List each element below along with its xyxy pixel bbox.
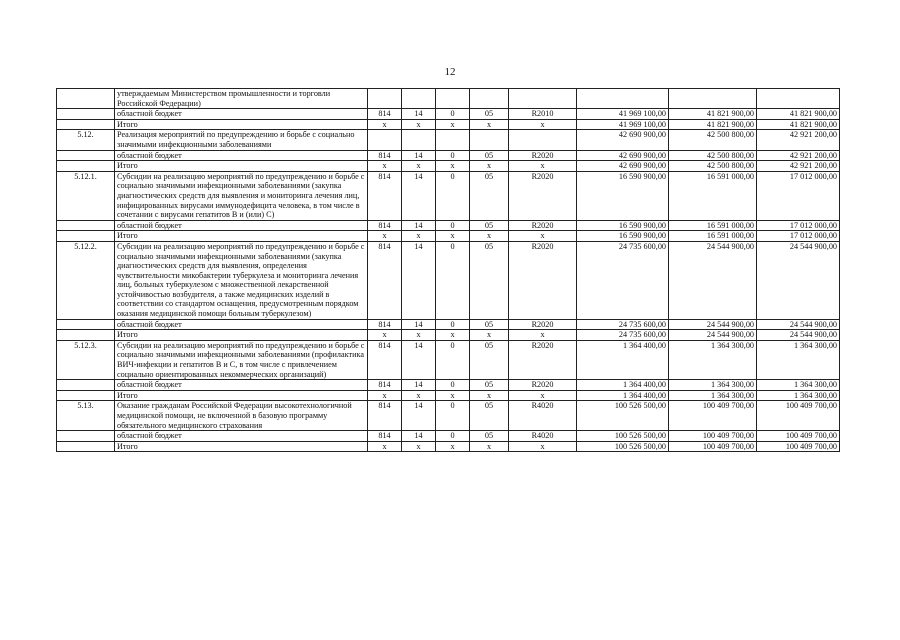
- cell-col-3: 814: [368, 319, 402, 330]
- table-row: [57, 130, 840, 150]
- cell-col-6: х: [470, 119, 509, 130]
- cell-col-6: 05: [470, 319, 509, 330]
- cell-col-9: 1 364 300,00: [669, 340, 757, 379]
- table-row: [57, 340, 840, 379]
- cell-col-6: х: [470, 231, 509, 242]
- cell-col-10: 41 821 900,00: [757, 119, 840, 130]
- cell-col-4: 14: [402, 109, 436, 120]
- cell-col-7: х: [509, 231, 577, 242]
- cell-col-7: R2010: [509, 109, 577, 120]
- cell-col-9: 16 591 000,00: [669, 171, 757, 220]
- cell-col-4: х: [402, 390, 436, 401]
- cell-col-3: х: [368, 119, 402, 130]
- cell-col-4: х: [402, 119, 436, 130]
- cell-col-3: 814: [368, 431, 402, 442]
- page-number: 12: [444, 66, 456, 78]
- cell-col-4: [402, 130, 436, 150]
- cell-col-6: 05: [470, 220, 509, 231]
- cell-col-6: 05: [470, 171, 509, 220]
- cell-col-9: 24 544 900,00: [669, 241, 757, 319]
- cell-col-10: 1 364 300,00: [757, 390, 840, 401]
- cell-col-4: 14: [402, 241, 436, 319]
- cell-col-3: [368, 130, 402, 150]
- row-description: областной бюджет: [115, 220, 368, 231]
- cell-col-3: [368, 89, 402, 109]
- row-description: областной бюджет: [115, 109, 368, 120]
- row-number: 5.12.1.: [57, 171, 115, 220]
- cell-col-7: R2020: [509, 340, 577, 379]
- row-description: Субсидии на реализацию мероприятий по предупреждению и борьбе с социально значимыми инфекционными заболеваниями (закупка диагностических средств для выявления, определения чувствительности микобактерии туберкулеза и мониторинга лечения лиц, больных туберкулезом с множественной лекарственной устойчивостью возбудителя, а также медицинских изделий в соответствии со стандартом оснащения, предусмотренным порядком оказания медицинской помощи больным туберкулезом): [115, 241, 368, 319]
- cell-col-8: 42 690 900,00: [577, 161, 669, 172]
- cell-col-5: 0: [436, 380, 470, 391]
- cell-col-6: 05: [470, 431, 509, 442]
- cell-col-9: 24 544 900,00: [669, 319, 757, 330]
- cell-col-4: [402, 89, 436, 109]
- cell-col-10: 24 544 900,00: [757, 330, 840, 341]
- cell-col-3: х: [368, 161, 402, 172]
- cell-col-10: 1 364 300,00: [757, 340, 840, 379]
- cell-col-8: 24 735 600,00: [577, 241, 669, 319]
- cell-col-7: х: [509, 441, 577, 452]
- cell-col-3: 814: [368, 401, 402, 431]
- cell-col-10: [757, 89, 840, 109]
- row-number: [57, 390, 115, 401]
- cell-col-10: 42 921 200,00: [757, 130, 840, 150]
- cell-col-5: 0: [436, 109, 470, 120]
- table-row: [57, 109, 840, 120]
- cell-col-6: х: [470, 390, 509, 401]
- cell-col-10: 42 921 200,00: [757, 161, 840, 172]
- cell-col-6: 05: [470, 109, 509, 120]
- cell-col-7: R2020: [509, 380, 577, 391]
- cell-col-8: 41 969 100,00: [577, 119, 669, 130]
- cell-col-9: 16 591 000,00: [669, 231, 757, 242]
- cell-col-8: 1 364 400,00: [577, 380, 669, 391]
- cell-col-4: 14: [402, 220, 436, 231]
- cell-col-9: 24 544 900,00: [669, 330, 757, 341]
- row-description: Итого: [115, 231, 368, 242]
- cell-col-5: х: [436, 161, 470, 172]
- cell-col-10: 100 409 700,00: [757, 401, 840, 431]
- cell-col-8: 24 735 600,00: [577, 319, 669, 330]
- cell-col-8: 24 735 600,00: [577, 330, 669, 341]
- cell-col-3: 814: [368, 150, 402, 161]
- cell-col-5: 0: [436, 150, 470, 161]
- table-row: [57, 231, 840, 242]
- cell-col-5: х: [436, 330, 470, 341]
- cell-col-9: 42 500 800,00: [669, 161, 757, 172]
- cell-col-4: 14: [402, 380, 436, 391]
- cell-col-9: 42 500 800,00: [669, 130, 757, 150]
- cell-col-9: 1 364 300,00: [669, 390, 757, 401]
- table-row: [57, 89, 840, 109]
- cell-col-3: х: [368, 390, 402, 401]
- table-row: [57, 161, 840, 172]
- cell-col-8: 16 590 900,00: [577, 171, 669, 220]
- table-row: [57, 431, 840, 442]
- cell-col-5: х: [436, 390, 470, 401]
- cell-col-6: х: [470, 161, 509, 172]
- cell-col-8: 100 526 500,00: [577, 431, 669, 442]
- row-number: 5.13.: [57, 401, 115, 431]
- cell-col-7: [509, 89, 577, 109]
- cell-col-9: 100 409 700,00: [669, 431, 757, 442]
- cell-col-9: 100 409 700,00: [669, 441, 757, 452]
- row-description: утверждаемым Министерством промышленности и торговли Российской Федерации): [115, 89, 368, 109]
- row-description: Субсидии на реализацию мероприятий по предупреждению и борьбе с социально значимыми инфекционными заболеваниями (закупка диагностических средств для выявления и мониторинга лечения лиц, инфицированных вирусами иммунодефицита человека, в том числе в сочетании с вирусами гепатитов В и (или) С): [115, 171, 368, 220]
- cell-col-10: 100 409 700,00: [757, 431, 840, 442]
- cell-col-7: R4020: [509, 401, 577, 431]
- cell-col-6: 05: [470, 150, 509, 161]
- cell-col-7: R2020: [509, 319, 577, 330]
- table-body: [57, 89, 840, 452]
- cell-col-7: R4020: [509, 431, 577, 442]
- row-number: [57, 380, 115, 391]
- cell-col-4: х: [402, 231, 436, 242]
- cell-col-5: 0: [436, 220, 470, 231]
- cell-col-8: 100 526 500,00: [577, 441, 669, 452]
- row-description: Оказание гражданам Российской Федерации высокотехнологичной медицинской помощи, не включенной в базовую программу обязательного медицинского страхования: [115, 401, 368, 431]
- cell-col-9: 100 409 700,00: [669, 401, 757, 431]
- cell-col-8: 42 690 900,00: [577, 150, 669, 161]
- cell-col-7: х: [509, 330, 577, 341]
- cell-col-9: 41 821 900,00: [669, 109, 757, 120]
- cell-col-3: х: [368, 441, 402, 452]
- table-row: [57, 441, 840, 452]
- row-number: [57, 161, 115, 172]
- table-row: [57, 171, 840, 220]
- cell-col-8: 41 969 100,00: [577, 109, 669, 120]
- cell-col-5: [436, 89, 470, 109]
- cell-col-8: 100 526 500,00: [577, 401, 669, 431]
- cell-col-10: 24 544 900,00: [757, 319, 840, 330]
- row-number: [57, 119, 115, 130]
- cell-col-6: х: [470, 441, 509, 452]
- cell-col-4: х: [402, 330, 436, 341]
- table-row: [57, 220, 840, 231]
- cell-col-4: 14: [402, 150, 436, 161]
- row-description: областной бюджет: [115, 431, 368, 442]
- cell-col-9: 41 821 900,00: [669, 119, 757, 130]
- cell-col-8: 42 690 900,00: [577, 130, 669, 150]
- cell-col-7: [509, 130, 577, 150]
- cell-col-8: 16 590 900,00: [577, 220, 669, 231]
- cell-col-4: х: [402, 441, 436, 452]
- row-description: Итого: [115, 441, 368, 452]
- table-row: [57, 119, 840, 130]
- table-row: [57, 390, 840, 401]
- cell-col-4: 14: [402, 340, 436, 379]
- cell-col-10: 17 012 000,00: [757, 220, 840, 231]
- cell-col-9: 16 591 000,00: [669, 220, 757, 231]
- row-description: Субсидии на реализацию мероприятий по предупреждению и борьбе с социально значимыми инфекционными заболеваниями (профилактика ВИЧ-инфекции и гепатитов В и С, в том числе с привлечением социально ориентированных некоммерческих организаций): [115, 340, 368, 379]
- row-number: [57, 89, 115, 109]
- cell-col-4: 14: [402, 401, 436, 431]
- cell-col-5: 0: [436, 319, 470, 330]
- cell-col-7: R2020: [509, 171, 577, 220]
- cell-col-3: 814: [368, 220, 402, 231]
- cell-col-7: х: [509, 119, 577, 130]
- row-number: [57, 330, 115, 341]
- cell-col-10: 17 012 000,00: [757, 231, 840, 242]
- cell-col-10: 100 409 700,00: [757, 441, 840, 452]
- cell-col-6: 05: [470, 401, 509, 431]
- cell-col-10: 17 012 000,00: [757, 171, 840, 220]
- table-row: [57, 330, 840, 341]
- cell-col-6: 05: [470, 340, 509, 379]
- cell-col-5: х: [436, 441, 470, 452]
- row-number: 5.12.3.: [57, 340, 115, 379]
- row-description: Итого: [115, 161, 368, 172]
- cell-col-6: х: [470, 330, 509, 341]
- cell-col-10: 1 364 300,00: [757, 380, 840, 391]
- cell-col-4: 14: [402, 319, 436, 330]
- cell-col-3: 814: [368, 380, 402, 391]
- cell-col-9: 1 364 300,00: [669, 380, 757, 391]
- row-description: областной бюджет: [115, 319, 368, 330]
- cell-col-9: [669, 89, 757, 109]
- row-number: [57, 431, 115, 442]
- cell-col-4: 14: [402, 431, 436, 442]
- cell-col-7: х: [509, 390, 577, 401]
- cell-col-5: 0: [436, 171, 470, 220]
- table-row: [57, 319, 840, 330]
- cell-col-5: 0: [436, 241, 470, 319]
- cell-col-3: 814: [368, 340, 402, 379]
- row-number: [57, 150, 115, 161]
- cell-col-8: 1 364 400,00: [577, 340, 669, 379]
- cell-col-3: 814: [368, 241, 402, 319]
- cell-col-3: 814: [368, 171, 402, 220]
- cell-col-7: R2020: [509, 150, 577, 161]
- row-description: Итого: [115, 119, 368, 130]
- cell-col-4: х: [402, 161, 436, 172]
- cell-col-5: [436, 130, 470, 150]
- row-number: [57, 441, 115, 452]
- cell-col-9: 42 500 800,00: [669, 150, 757, 161]
- row-description: Итого: [115, 330, 368, 341]
- row-number: [57, 109, 115, 120]
- cell-col-3: х: [368, 330, 402, 341]
- cell-col-6: [470, 130, 509, 150]
- cell-col-7: R2020: [509, 241, 577, 319]
- cell-col-10: 42 921 200,00: [757, 150, 840, 161]
- row-number: 5.12.2.: [57, 241, 115, 319]
- row-description: Реализация мероприятий по предупреждению и борьбе с социально значимыми инфекционными заболеваниями: [115, 130, 368, 150]
- cell-col-7: R2020: [509, 220, 577, 231]
- table-row: [57, 401, 840, 431]
- cell-col-3: х: [368, 231, 402, 242]
- cell-col-8: 16 590 900,00: [577, 231, 669, 242]
- cell-col-6: 05: [470, 241, 509, 319]
- row-number: [57, 231, 115, 242]
- row-description: Итого: [115, 390, 368, 401]
- cell-col-5: 0: [436, 401, 470, 431]
- table-row: [57, 150, 840, 161]
- cell-col-10: 41 821 900,00: [757, 109, 840, 120]
- table-row: [57, 380, 840, 391]
- cell-col-8: [577, 89, 669, 109]
- cell-col-5: 0: [436, 431, 470, 442]
- table-row: [57, 241, 840, 319]
- row-number: [57, 319, 115, 330]
- budget-table: [56, 88, 840, 452]
- cell-col-3: 814: [368, 109, 402, 120]
- cell-col-6: 05: [470, 380, 509, 391]
- cell-col-7: х: [509, 161, 577, 172]
- row-description: областной бюджет: [115, 150, 368, 161]
- cell-col-5: х: [436, 231, 470, 242]
- cell-col-5: х: [436, 119, 470, 130]
- row-number: [57, 220, 115, 231]
- cell-col-10: 24 544 900,00: [757, 241, 840, 319]
- cell-col-8: 1 364 400,00: [577, 390, 669, 401]
- cell-col-5: 0: [436, 340, 470, 379]
- cell-col-4: 14: [402, 171, 436, 220]
- cell-col-6: [470, 89, 509, 109]
- row-number: 5.12.: [57, 130, 115, 150]
- row-description: областной бюджет: [115, 380, 368, 391]
